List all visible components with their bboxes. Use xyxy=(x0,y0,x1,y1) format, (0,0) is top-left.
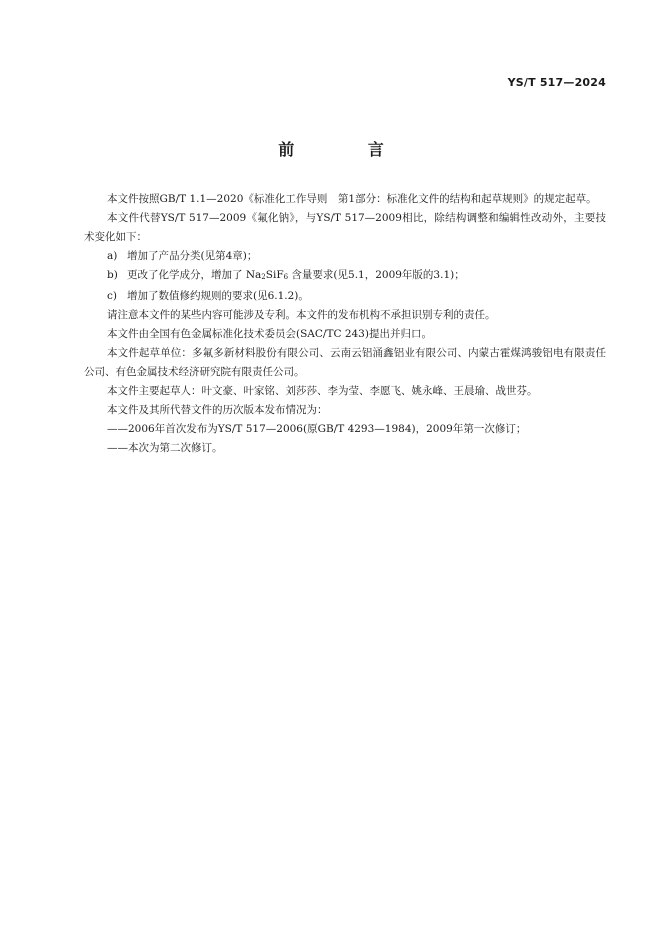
list-marker: a) xyxy=(107,250,118,262)
foreword-body xyxy=(84,190,606,458)
list-item xyxy=(84,287,606,306)
list-item-text: 增加了数值修约规则的要求(见6.1.2)。 xyxy=(127,290,309,302)
paragraph-history-intro: 本文件及其所代替文件的历次版本发布情况为： xyxy=(107,404,328,416)
page-title: 前 言 xyxy=(278,140,418,159)
standard-number: YS/T 517—2024 xyxy=(507,76,606,89)
list-item xyxy=(84,247,606,266)
list-item-text: 更改了化学成分，增加了 Na xyxy=(127,269,262,281)
subscript: 2 xyxy=(261,273,266,281)
paragraph-drafters: 本文件主要起草人：叶文豪、叶家铭、刘莎莎、李为莹、李愿飞、姚永峰、王晨瑜、战世芬。 xyxy=(107,385,538,397)
subscript: 6 xyxy=(283,273,289,281)
list-marker: c) xyxy=(107,290,117,302)
history-item: ——2006年首次发布为YS/T 517—2006(原GB/T 4293—1984)，2009年第一次修订； xyxy=(107,423,527,435)
list-item-text: 含量要求(见5.1，2009年版的3.1)； xyxy=(288,269,465,281)
list-item-text: 增加了产品分类(见第4章)； xyxy=(127,250,258,262)
list-item-text: SiF xyxy=(265,269,284,281)
paragraph-drafting-rules: 本文件按照GB/T 1.1—2020《标准化工作导则 第1部分：标准化文件的结构和起草规则》的规定起草。 xyxy=(107,193,597,205)
paragraph-replacement: 本文件代替YS/T 517—2009《氟化钠》，与YS/T 517—2009相比，除结构调整和编辑性改动外，主要技术变化如下： xyxy=(84,212,606,243)
paragraph-committee: 本文件由全国有色金属标准化技术委员会(SAC/TC 243)提出并归口。 xyxy=(107,328,432,340)
history-item: ——本次为第二次修订。 xyxy=(107,442,223,454)
paragraph-drafting-units: 本文件起草单位：多氟多新材料股份有限公司、云南云铝涌鑫铝业有限公司、内蒙古霍煤鸿骏铝电有限责任公司、有色金属技术经济研究院有限责任公司。 xyxy=(84,347,606,378)
list-marker: b) xyxy=(107,269,118,281)
paragraph-patent-notice: 请注意本文件的某些内容可能涉及专利。本文件的发布机构不承担识别专利的责任。 xyxy=(107,309,496,321)
list-item xyxy=(84,266,606,287)
